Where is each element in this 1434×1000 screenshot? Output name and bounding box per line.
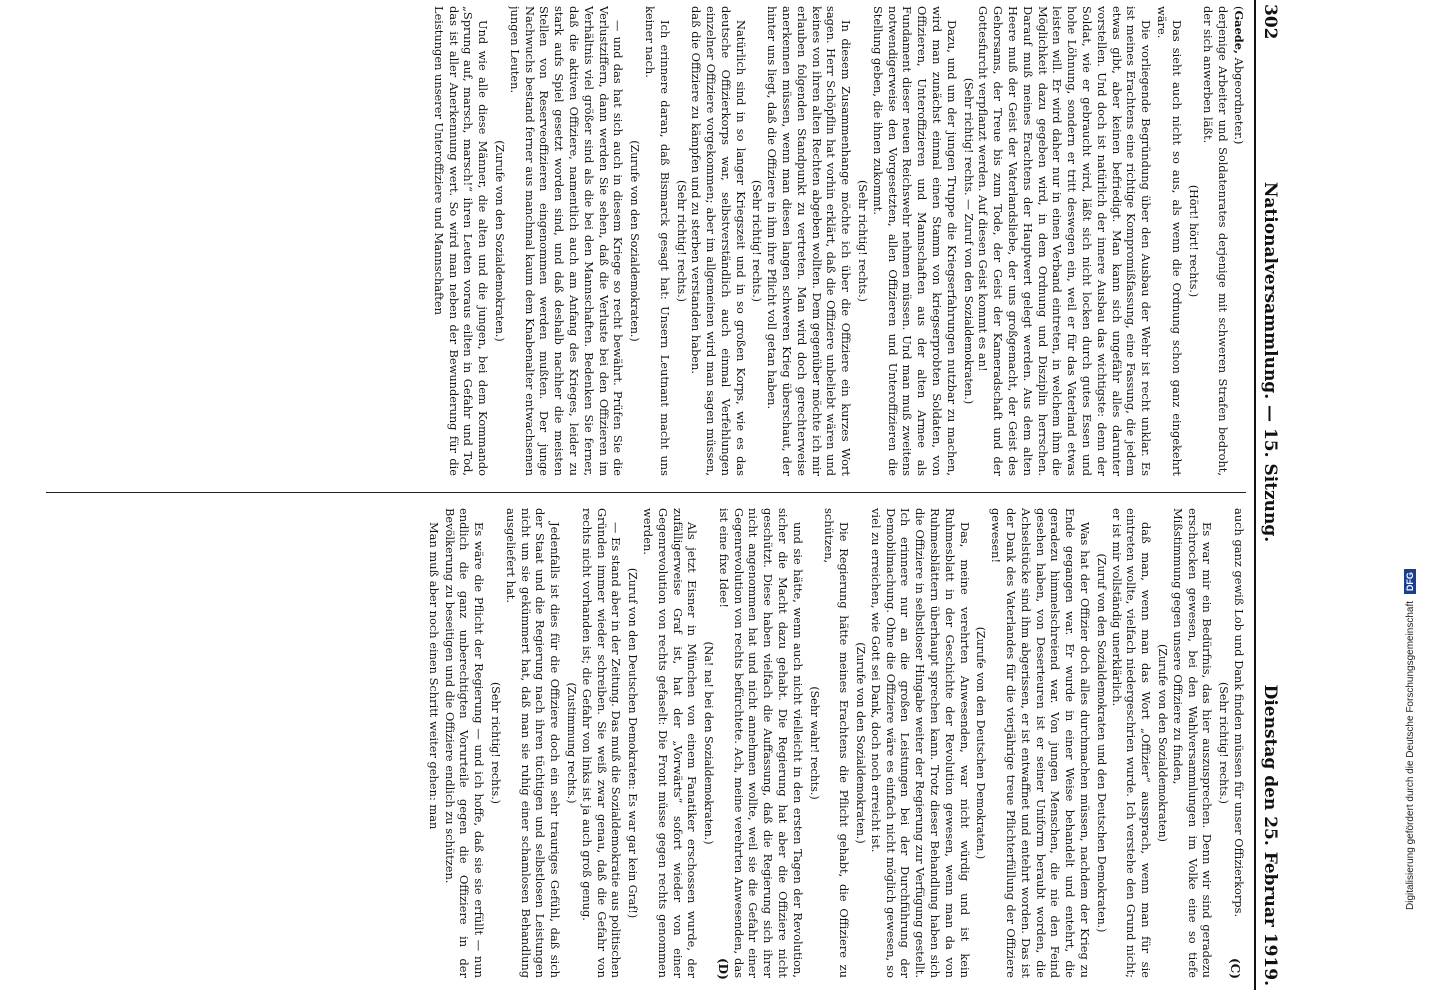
margin-marker-c: (C) — [1228, 958, 1242, 979]
paragraph: — Es stand aber in der Zeitung. Das muß die Sozialdemokratie aus politischen Gründen immer wieder schreiben. Sie weiß zwar genau, daß die Gefahr von rechts nicht vorhanden ist; die Gefahr von links ist ja auch groß genug. — [579, 508, 624, 978]
paragraph: Es wäre die Pflicht der Regierung — und ich hoffe, daß sie sie erfüllt — nun endlich die ganz unberechtigten Vorurteile gegen die Offiziere in der Bevölkerung zu beseitigen und die Offiziere endlich zu schützen. — [442, 508, 487, 978]
left-column — [46, 6, 1246, 476]
paragraph: Natürlich sind in so langer Kriegszeit und in so großen Korps, wie es das deutsche Offizierkorps war, selbstverständlich auch einmal Verfehlungen einzelner Offiziere vorgekommen; aber im allgemeinen wird man sagen müssen, daß die Offiziere zu kämpfen und zu sterben verstanden haben. — [689, 6, 748, 476]
paragraph: Als jetzt Eisner in München von einem Fanatiker erschossen wurde, der zufälligerweise Graf ist, hat der „Vorwärts“ sofort wieder von einer Gegenrevolution von rechts gefaselt: Die Front müsse gegen rechts genommen werden. — [640, 508, 700, 978]
paragraph: Das sieht auch nicht so aus, als wenn die Ordnung schon ganz eingekehrt wäre. — [1155, 6, 1184, 476]
speaker-line: (Gaede, Abgeordneter.) — [1232, 6, 1246, 145]
interjection: (Zustimmung rechts.) — [564, 682, 578, 804]
paragraph: — und das hat sich auch in diesem Kriege so recht bewährt. Prüfen Sie die Verlustziffern, dann werden Sie sehen, daß die Verluste bei den Offizieren im Verhältnis viel größer sind als die bei den Mannschaften. Bedenken Sie ferner, daß die aktiven Offiziere, namentlich auch am Anfang des Krieges, leider zu stark aufs Spiel gesetzt worden sind, und daß deshalb nachher die meisten Stellen von Reserveoffizieren eingenommen werden mußten. Der junge Nachwuchs bestand ferner aus manchmal kaum dem Knabenalter entwachsenen jungen Leuten. — [507, 6, 626, 476]
interjection: (Sehr richtig! rechts. — Zuruf von den Sozialdemokraten.) — [961, 77, 975, 405]
interjection: (Hört! hört! rechts.) — [1186, 184, 1200, 298]
interjection: (Zuruf von den Deutschen Demokraten: Es war gar kein Graf!) — [626, 567, 640, 919]
margin-marker-d: (D) — [716, 958, 730, 980]
interjection: (Zuruf von den Sozialdemokraten und den Deutschen Demokraten.) — [1094, 553, 1108, 933]
interjection: (Sehr richtig! rechts.) — [1217, 682, 1231, 804]
interjection: (Sehr richtig! rechts.) — [856, 180, 870, 302]
right-column — [46, 508, 1246, 978]
interjection: (Na! na! bei den Sozialdemokraten.) — [702, 641, 716, 845]
page-number: 302 — [1260, 4, 1280, 40]
speaker-role: Abgeordneter. — [1232, 57, 1246, 140]
paragraph: Man muß aber noch einen Schritt weiter gehen: man — [426, 522, 441, 830]
paragraph: auch ganz gewiß Lob und Dank finden müssen für unser Offizierkorps. — [1232, 508, 1246, 918]
page-date: Dienstag den 25. Februar 1919. — [1260, 684, 1280, 986]
page-header — [1254, 0, 1290, 990]
paragraph: Die Regierung hätte meines Erachtens die Pflicht gehabt, die Offiziere zu schützen, — [822, 508, 852, 978]
paragraph: Dazu, und um der jungen Truppe die Kriegserfahrungen nutzbar zu machen, wird man zunächst einmal einen Stamm von kriegserprobten Soldaten, von Offizieren, Unteroffizieren und Mannschaften aus der alten Armee als Fundament dieser neuen Reichswehr nehmen müssen. Und man muß zweitens notwendigerweise den Vorgesetzten, allen Offizieren und Unteroffizieren die Stellung geben, die ihnen zukommt. — [870, 6, 959, 476]
paragraph: In diesem Zusammenhange möchte ich über die Offiziere ein kurzes Wort sagen. Herr Schöpflin hat vorhin erklärt, daß die Offiziere unbeliebt wären und keines von ihren alten Rechten abgeben wollten. Dem gegenüber möchte ich mir erlauben folgenden Standpunkt zu vertreten. Man wird doch gerechterweise anerkennen müssen, wenn man diesen langen schweren Krieg überschaut, der hinter uns liegt, daß die Offiziere in ihm ihre Pflicht voll getan haben. — [765, 6, 854, 476]
paragraph: Was hat der Offizier doch alles durchmachen müssen, nachdem der Krieg zu Ende gegangen war. Er wurde in einer Weise behandelt und entehrt, die geradezu himmelschreiend war. Von jungen Menschen, die nie den Feind gesehen haben, von Deserteuren ist er seiner Uniform beraubt worden, die Achselstücke sind ihm abgerissen, er ist entwaffnet und entehrt worden. Das ist der Dank des Vaterlandes für die vierjährige treue Pflichterfüllung der Offiziere gewesen! — [989, 508, 1093, 978]
interjection: (Sehr wahr! rechts.) — [807, 686, 821, 800]
speaker-name: Gaede, — [1232, 10, 1246, 54]
interjection: (Zurufe von den Sozialdemokraten.) — [854, 642, 868, 844]
page-title: Nationalversammlung. — 15. Sitzung. — [1260, 181, 1280, 543]
interjection: (Zurufe von den Deutschen Demokraten.) — [974, 626, 988, 860]
paragraph: Und wie alle diese Männer, die alten und die jungen, bei dem Kommando „Sprung auf, marsch, marsch!“ ihren Leuten voraus eilten in Gefahr und Tod, das ist aller Anerkennung wert. So wird man neben der Bewunderung für die Leistungen unserer Unteroffiziere und Mannschaften — [431, 6, 491, 476]
interjection: (Zurufe von den Sozialdemokraten.) — [492, 140, 506, 342]
paragraph: Die vorliegende Begründung über den Ausbau der Wehr ist recht unklar. Es ist meines Erachtens eine richtige Kompromißfassung, eine Fassung, die jedem etwas gibt, aber keinen befriedigt. Man kann sich ungefähr alles darunter vorstellen. Und doch ist natürlich der innere Ausbau das wichtigste: denn der Soldat, wie er gebraucht wird, läßt sich nicht locken durch gutes Essen und hohe Löhnung, sondern er tritt deswegen ein, weil er für das Vaterland etwas leisten will. Er wird daher nur in einen Verband eintreten, in welchem ihm die Möglichkeit dazu gegeben wird, in dem Ordnung und Disziplin herrschen. Darauf muß meines Erachtens der Hauptwert gelegt werden. Aus dem alten Heere muß der Geist der Vaterlandsliebe, der uns großgemacht, der Geist des Gehorsams, der Treue bis zum Tode, der Geist der Kameradschaft und der Gottesfurcht verpflanzt werden. Auf diesen Geist kommt es an! — [976, 6, 1154, 476]
dfg-logo: DFG — [1404, 569, 1416, 594]
paragraph: daß man, wenn man das Wort „Offizier“ aussprach, wenn man für sie eintreten wollte, vielfach niedergeschrien wurde. Ich verstehe den Grund nicht; er ist mir vollständig unerklärlich. — [1109, 508, 1154, 978]
paragraph: Ich erinnere daran, daß Bismarck gesagt hat: Unsern Leutnant macht uns keiner nach. — [642, 6, 672, 476]
paragraph: derjenige Arbeiter und Soldatenrates derjenige mit schweren Strafen bedroht, der sich anwerben läßt. — [1201, 6, 1231, 476]
paragraph: Es war mir ein Bedürfnis, das hier auszusprechen. Denn wir sind geradezu erschrocken gewesen, bei den Wahlversammlungen im Volke eine so tiefe Mißstimmung gegen unsere Offiziere zu finden, — [1170, 508, 1215, 978]
interjection: (Sehr richtig! rechts.) — [488, 682, 502, 804]
interjection: (Sehr richtig! rechts.) — [750, 180, 764, 302]
interjection: (Zurufe von den Sozialdemokraten.) — [628, 140, 642, 342]
column-divider — [46, 492, 1246, 493]
interjection: (Sehr richtig! rechts.) — [674, 180, 688, 302]
digitization-credit — [1404, 10, 1416, 910]
paragraph: und sie hätte, wenn auch nicht vielleicht in den ersten Tagen der Revolution, sicher die Macht dazu gehabt. Die Regierung hat aber die Offiziere nicht geschützt. Diese haben vielfach die Auffassung, daß die Regierung sich ihrer nicht angenommen hat und nicht annehmen wollte, weil sie die Gefahr einer Gegenrevolution von rechts befürchtete. Ach, meine verehrten Anwesenden, das ist eine fixe Idee! — [716, 508, 805, 978]
interjection: (Zurufe von den Sozialdemokraten) — [1156, 644, 1170, 842]
paragraph: Das, meine verehrten Anwesenden, war nicht würdig und ist kein Ruhmesblatt in der Geschichte der Revolution gewesen, wenn man da von Ruhmesblättern überhaupt sprechen kann. Trotz dieser Behandlung haben sich die Offiziere in selbstloser Hingabe weiter der Regierung zur Verfügung gestellt. Ich erinnere nur an die großen Leistungen bei der Durchführung der Demobilmachung. Ohne die Offiziere wäre es einfach nicht möglich gewesen, so viel zu erreichen, wie Gott sei Dank, doch noch erreicht ist. — [868, 508, 972, 978]
credit-text: Digitalisierung gefördert durch die Deutsche Forschungsgemeinschaft — [1405, 600, 1416, 910]
paragraph: Jedenfalls ist dies für die Offiziere doch ein sehr trauriges Gefühl, daß sich der Staat und die Regierung nach ihren tüchtigen und selbstlosen Leistungen nicht um sie gekümmert hat, daß man sie ruhig einer schamlosen Behandlung ausgeliefert hat. — [503, 508, 563, 978]
rotated-page-content — [30, 0, 1290, 990]
